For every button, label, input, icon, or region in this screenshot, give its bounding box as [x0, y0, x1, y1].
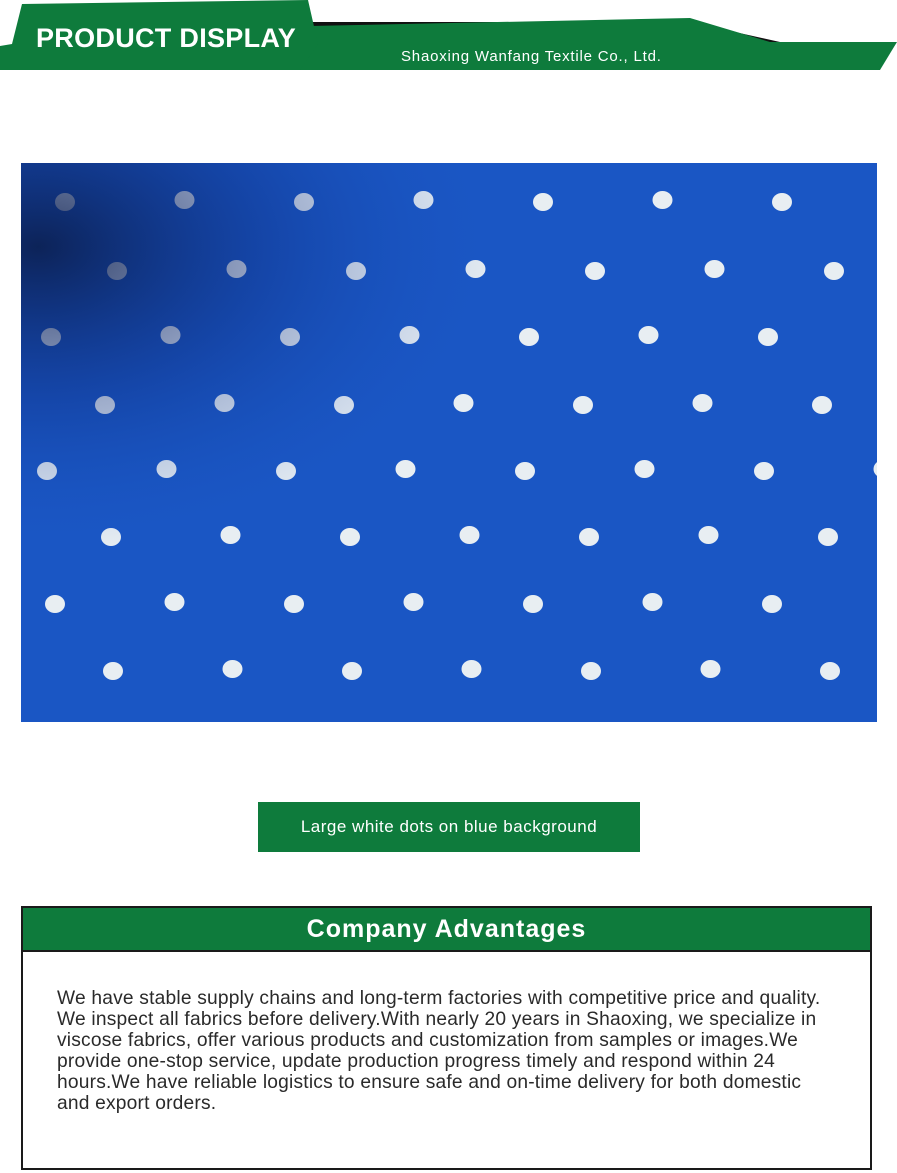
product-caption: Large white dots on blue background [258, 802, 640, 852]
advantages-text: We have stable supply chains and long-term factories with competitive price and quality. We inspect all fabrics before delivery.With nearly 20 years in Shaoxing, we specialize in viscose fabrics, offer various products and customization from samples or images.We provide one-stop service, update production progress timely and respond within 24 hours.We have reliable logistics to ensure safe and on-time delivery for both domestic and export orders. [57, 988, 821, 1114]
company-advantages-box [21, 906, 872, 1170]
polka-dot-fabric-icon [21, 163, 877, 722]
advantages-title: Company Advantages [23, 908, 870, 952]
page-title: PRODUCT DISPLAY [36, 23, 297, 53]
fabric-shading [21, 163, 877, 722]
header-banner [0, 0, 897, 72]
company-name: Shaoxing Wanfang Textile Co., Ltd. [401, 48, 662, 65]
product-image [21, 163, 877, 722]
banner-green-band [310, 18, 770, 42]
